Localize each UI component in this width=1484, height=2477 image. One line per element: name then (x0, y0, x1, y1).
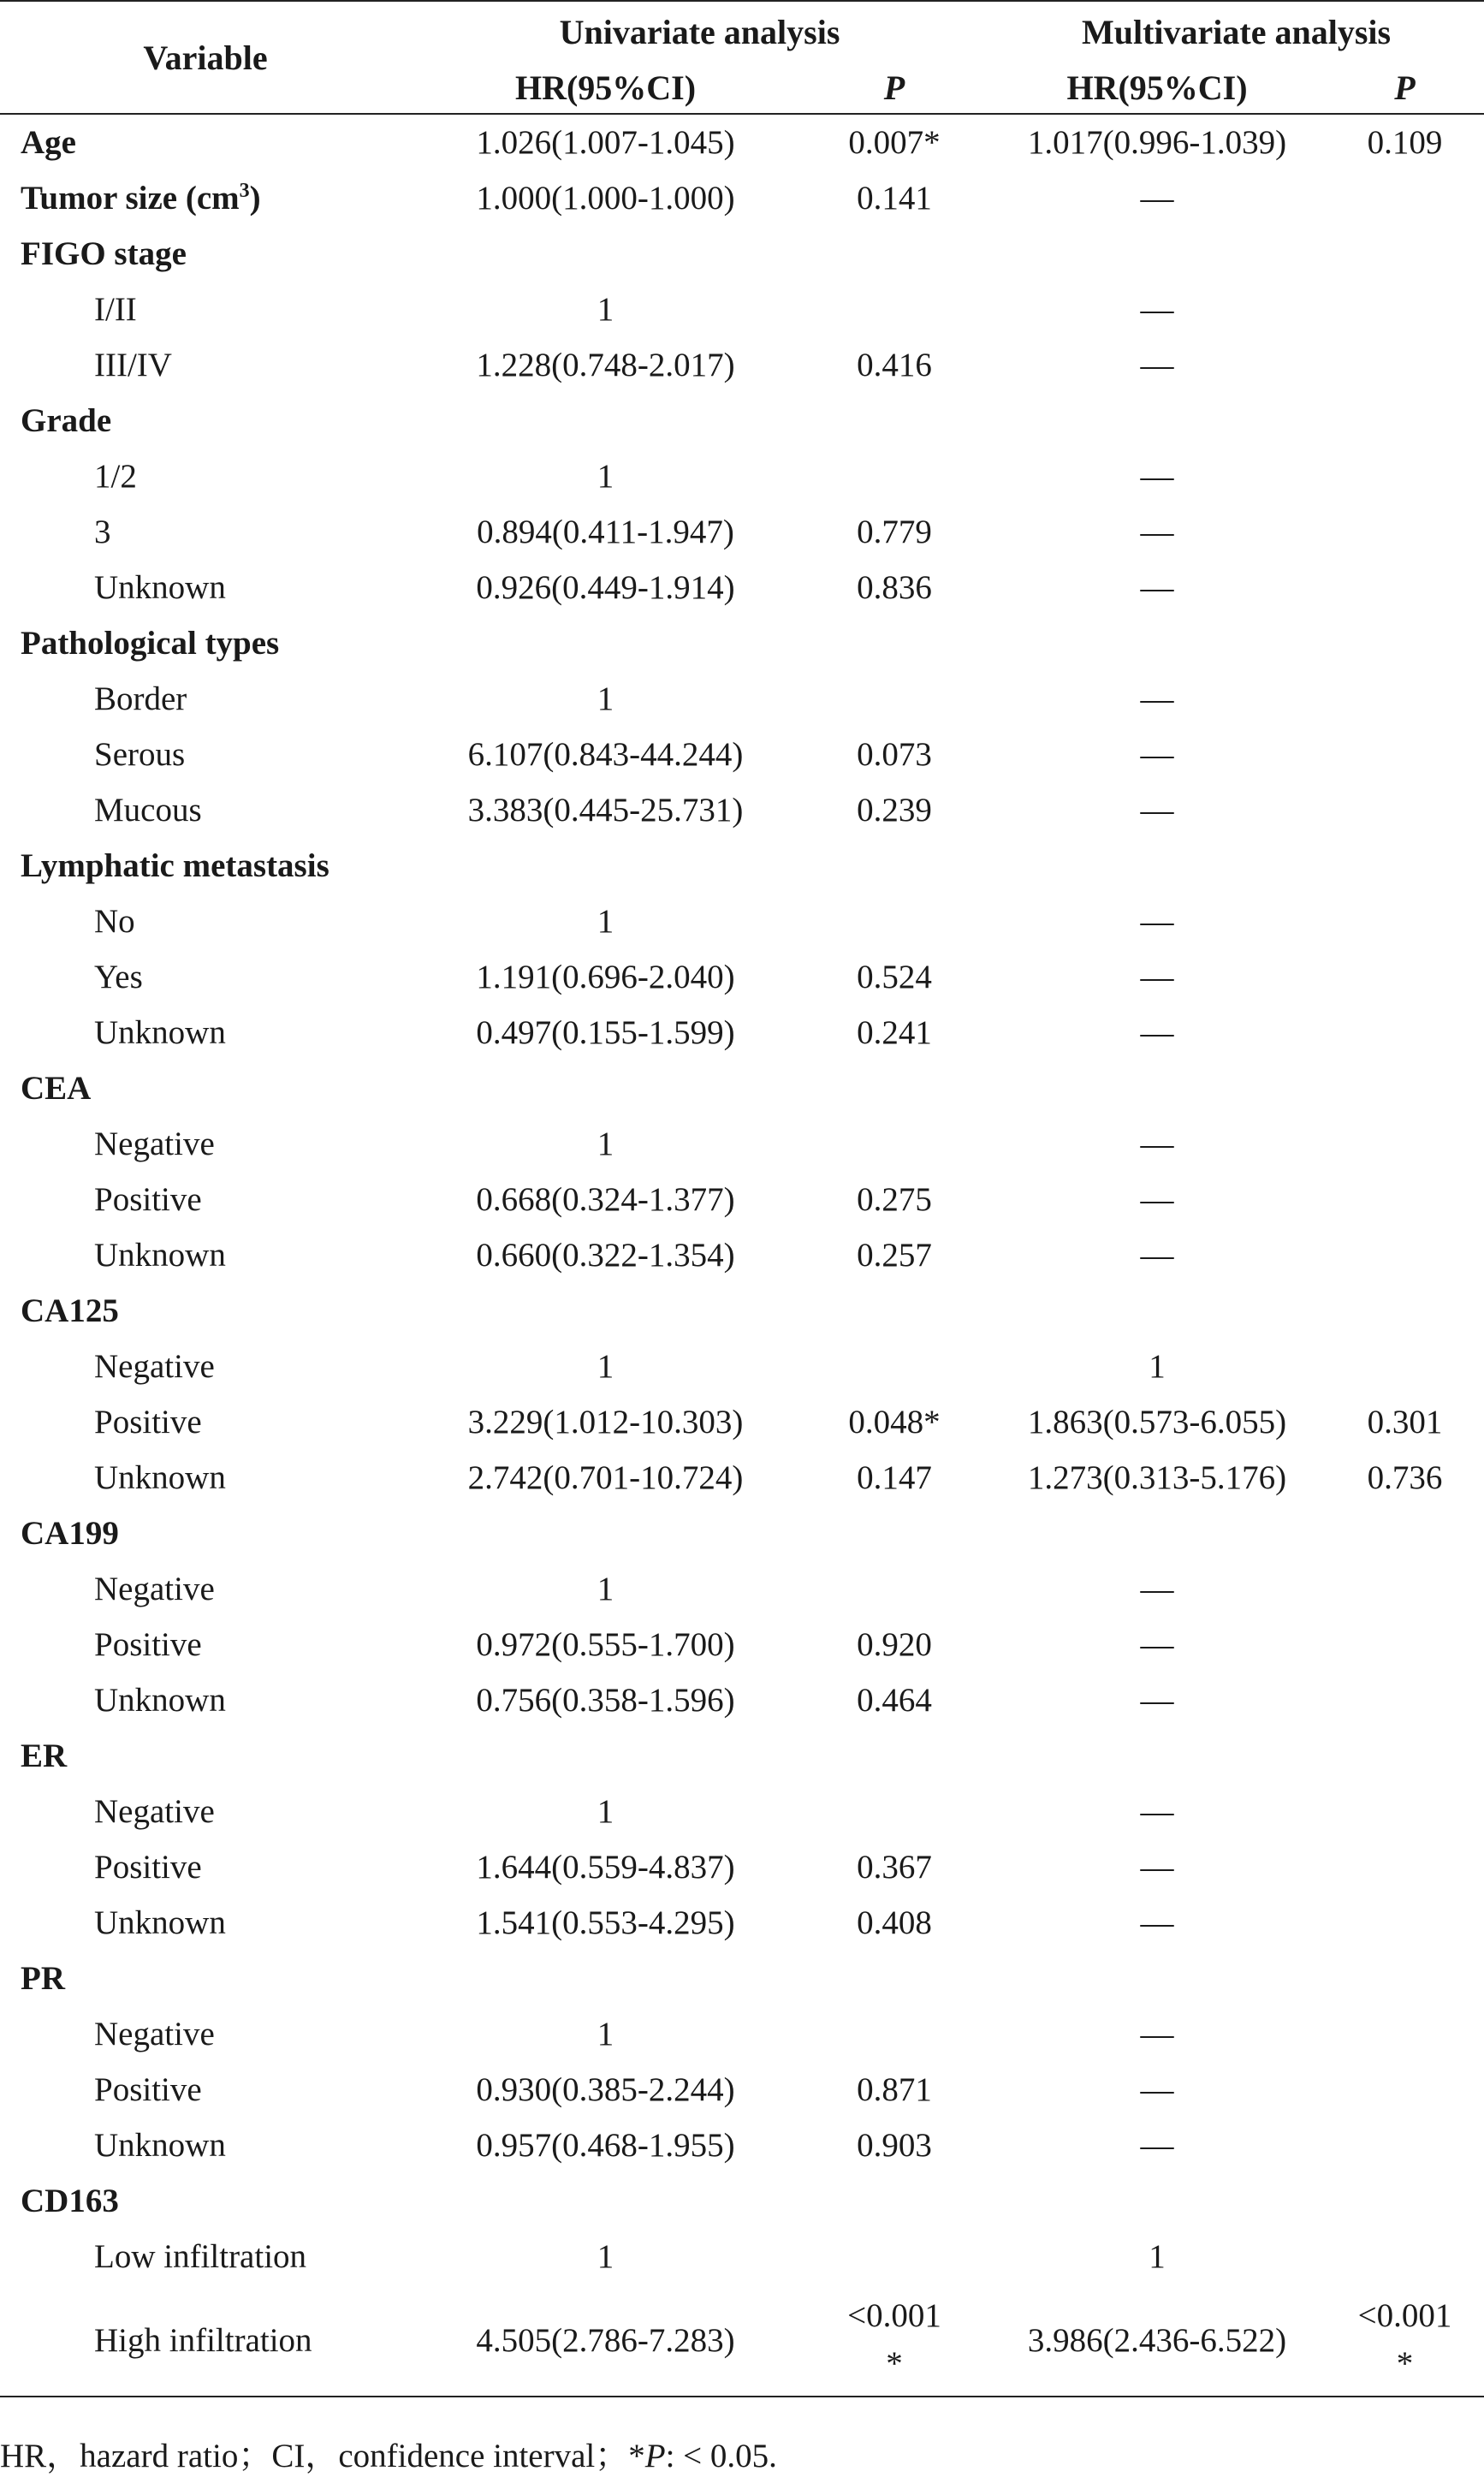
row-label: Positive (94, 1181, 202, 1218)
univariate-hr: 2.742(0.701-10.724) (467, 1459, 744, 1496)
multivariate-hr: — (1140, 458, 1174, 495)
univariate-p: 0.836 (857, 569, 932, 606)
univariate-hr: 0.957(0.468-1.955) (476, 2127, 735, 2164)
multivariate-hr: 1.017(0.996-1.039) (1027, 124, 1287, 161)
table-row-grade (0, 393, 1484, 448)
row-label: Negative (94, 1348, 215, 1385)
row-label: Border (94, 680, 187, 717)
univariate-p: 0.408 (857, 1904, 932, 1941)
table-row (0, 1116, 1484, 1172)
multivariate-hr: — (1140, 2071, 1174, 2108)
multivariate-hr: — (1140, 1626, 1174, 1663)
univariate-hr: 1.026(1.007-1.045) (476, 124, 735, 161)
table-row-figo-stage (0, 226, 1484, 282)
univariate-hr: 0.497(0.155-1.599) (476, 1014, 735, 1051)
multivariate-p (1326, 448, 1484, 504)
table-row (0, 2062, 1484, 2118)
multivariate-hr: — (1140, 1237, 1174, 1274)
univariate-p (800, 2006, 988, 2062)
multivariate-p (1326, 560, 1484, 615)
row-label: High infiltration (0, 2284, 411, 2397)
row-label: Mucous (94, 792, 202, 829)
multivariate-hr: 1.273(0.313-5.176) (1027, 1459, 1287, 1496)
univariate-hr: 4.505(2.786-7.283) (411, 2284, 800, 2397)
univariate-hr: 3.383(0.445-25.731) (467, 792, 744, 829)
univariate-p: 0.007* (848, 124, 941, 161)
multivariate-hr-header: HR(95%CI) (988, 62, 1326, 114)
row-label: Serous (94, 736, 186, 773)
multivariate-hr: — (1140, 2127, 1174, 2164)
multivariate-hr: — (1140, 1126, 1174, 1162)
multivariate-hr: — (1140, 680, 1174, 717)
univariate-hr: 1.000(1.000-1.000) (476, 180, 735, 217)
row-label: Positive (94, 1626, 202, 1663)
table-row (0, 671, 1484, 727)
univariate-p: 0.275 (857, 1181, 932, 1218)
multivariate-p (1326, 170, 1484, 226)
univariate-p: 0.048* (848, 1404, 941, 1440)
univariate-hr: 1 (597, 291, 614, 328)
table-row (0, 1450, 1484, 1506)
table-row (0, 1784, 1484, 1839)
table-row (0, 1672, 1484, 1728)
row-label: Positive (94, 2071, 202, 2108)
table-row (0, 1895, 1484, 1951)
row-label: Unknown (94, 1682, 226, 1719)
table-row (0, 1561, 1484, 1617)
multivariate-hr: — (1140, 959, 1174, 995)
univariate-p: 0.464 (857, 1682, 932, 1719)
univariate-p (800, 448, 988, 504)
univariate-p (800, 2229, 988, 2284)
univariate-p: 0.239 (857, 792, 932, 829)
table-row (0, 337, 1484, 393)
table-row (0, 504, 1484, 560)
univariate-hr: 0.930(0.385-2.244) (476, 2071, 735, 2108)
multivariate-hr: — (1140, 792, 1174, 829)
multivariate-p (1326, 337, 1484, 393)
row-label: Negative (94, 2016, 215, 2052)
univariate-hr: 1 (597, 458, 614, 495)
univariate-p (800, 1339, 988, 1394)
table-row (0, 894, 1484, 949)
univariate-p: 0.367 (857, 1849, 932, 1886)
univariate-hr: 0.894(0.411-1.947) (477, 514, 734, 550)
univariate-p (800, 282, 988, 337)
table-row-pathological-types (0, 615, 1484, 671)
univariate-hr: 0.660(0.322-1.354) (476, 1237, 735, 1274)
univariate-hr: 1.541(0.553-4.295) (476, 1904, 735, 1941)
multivariate-p: 0.736 (1367, 1459, 1443, 1496)
multivariate-p: 0.109 (1367, 124, 1443, 161)
multivariate-hr: — (1140, 1682, 1174, 1719)
multivariate-hr: — (1140, 1793, 1174, 1830)
multivariate-p (1326, 1339, 1484, 1394)
table-row (0, 2118, 1484, 2173)
multivariate-hr: — (1140, 1571, 1174, 1607)
table-row (0, 448, 1484, 504)
univariate-p: 0.073 (857, 736, 932, 773)
group-label: FIGO stage (21, 235, 187, 272)
multivariate-hr: — (1140, 180, 1174, 217)
multivariate-hr: — (1140, 569, 1174, 606)
multivariate-p (1326, 2062, 1484, 2118)
table-row-cd163 (0, 2173, 1484, 2229)
univariate-p (800, 1561, 988, 1617)
univariate-p: 0.141 (857, 180, 932, 217)
multivariate-p (1326, 1172, 1484, 1227)
multivariate-p (1326, 2118, 1484, 2173)
univariate-header: Univariate analysis (411, 1, 988, 62)
multivariate-p (1326, 1005, 1484, 1060)
multivariate-hr: — (1140, 1014, 1174, 1051)
univariate-p: 0.147 (857, 1459, 932, 1496)
table-row-lymphatic-metastasis (0, 838, 1484, 894)
multivariate-p (1326, 1839, 1484, 1895)
row-label: No (94, 903, 135, 940)
univariate-p: 0.920 (857, 1626, 932, 1663)
table-row (0, 1005, 1484, 1060)
univariate-hr: 1 (597, 903, 614, 940)
univariate-hr: 6.107(0.843-44.244) (467, 736, 744, 773)
table-row (0, 560, 1484, 615)
univariate-hr: 1 (597, 1571, 614, 1607)
multivariate-p-header: P (1326, 62, 1484, 114)
multivariate-p (1326, 1617, 1484, 1672)
group-label: CD163 (21, 2183, 119, 2219)
table-row-ca125 (0, 1283, 1484, 1339)
row-label: Negative (94, 1126, 215, 1162)
multivariate-p (1326, 2006, 1484, 2062)
univariate-hr-header: HR(95%CI) (411, 62, 800, 114)
univariate-hr: 1.191(0.696-2.040) (476, 959, 735, 995)
multivariate-hr: — (1140, 736, 1174, 773)
multivariate-header: Multivariate analysis (988, 1, 1484, 62)
univariate-hr: 1 (597, 1348, 614, 1385)
row-label: III/IV (94, 347, 172, 383)
multivariate-hr: 1.863(0.573-6.055) (1027, 1404, 1287, 1440)
multivariate-hr: — (1140, 347, 1174, 383)
table-row-age (0, 114, 1484, 170)
row-label: Low infiltration (94, 2238, 307, 2275)
header-row-1 (0, 1, 1484, 62)
row-label: Unknown (94, 1459, 226, 1496)
row-label: Unknown (94, 1237, 226, 1274)
row-label: Tumor size $(cm^3)$ (21, 180, 261, 217)
table-row-tumor-size (0, 170, 1484, 226)
univariate-p: 0.903 (857, 2127, 932, 2164)
group-label: Pathological types (21, 625, 280, 662)
univariate-hr: 1.228(0.748-2.017) (476, 347, 735, 383)
univariate-p: <0.001 * (800, 2284, 988, 2397)
row-label: Unknown (94, 569, 226, 606)
table-row (0, 1839, 1484, 1895)
multivariate-p (1326, 894, 1484, 949)
multivariate-p (1326, 671, 1484, 727)
multivariate-hr: 1 (1149, 2238, 1166, 2275)
univariate-p: 0.257 (857, 1237, 932, 1274)
multivariate-p (1326, 727, 1484, 782)
row-label: Negative (94, 1571, 215, 1607)
multivariate-p (1326, 2229, 1484, 2284)
multivariate-p (1326, 282, 1484, 337)
table-row (0, 727, 1484, 782)
group-label: CEA (21, 1070, 92, 1107)
table-row (0, 949, 1484, 1005)
univariate-p: 0.779 (857, 514, 932, 550)
row-label: Age (21, 124, 76, 161)
univariate-hr: 1 (597, 1793, 614, 1830)
univariate-p-header: P (800, 62, 988, 114)
table-footnote: HR，hazard ratio；CI，confidence interval；*P: < 0.05. (0, 2438, 777, 2474)
univariate-hr: 1 (597, 1126, 614, 1162)
multivariate-p (1326, 1116, 1484, 1172)
group-label: Lymphatic metastasis (21, 847, 329, 884)
multivariate-hr: — (1140, 514, 1174, 550)
variable-header: Variable (0, 1, 411, 114)
group-label: Grade (21, 402, 112, 439)
multivariate-p: 0.301 (1367, 1404, 1443, 1440)
multivariate-hr: — (1140, 2016, 1174, 2052)
multivariate-hr: — (1140, 291, 1174, 328)
univariate-p: 0.416 (857, 347, 932, 383)
table-row (0, 1339, 1484, 1394)
table-row (0, 1394, 1484, 1450)
multivariate-p (1326, 1227, 1484, 1283)
multivariate-hr: — (1140, 903, 1174, 940)
row-label: Yes (94, 959, 143, 995)
univariate-p (800, 1116, 988, 1172)
group-label: CA125 (21, 1292, 119, 1329)
univariate-hr: 0.926(0.449-1.914) (476, 569, 735, 606)
table-row-er (0, 1728, 1484, 1784)
group-label: PR (21, 1960, 65, 1997)
univariate-hr: 3.229(1.012-10.303) (467, 1404, 744, 1440)
multivariate-p (1326, 1561, 1484, 1617)
univariate-hr: 1 (597, 2016, 614, 2052)
multivariate-hr: — (1140, 1904, 1174, 1941)
table-row-pr (0, 1951, 1484, 2006)
multivariate-p (1326, 504, 1484, 560)
table-row-ca199 (0, 1506, 1484, 1561)
group-label: ER (21, 1737, 68, 1774)
row-label: Positive (94, 1404, 202, 1440)
table-row (0, 782, 1484, 838)
univariate-p: 0.871 (857, 2071, 932, 2108)
univariate-hr: 0.756(0.358-1.596) (476, 1682, 735, 1719)
group-label: CA199 (21, 1515, 119, 1552)
row-label: Unknown (94, 1014, 226, 1051)
univariate-p: 0.241 (857, 1014, 932, 1051)
multivariate-hr: 3.986(2.436-6.522) (988, 2284, 1326, 2397)
table-row (0, 282, 1484, 337)
univariate-hr: 1.644(0.559-4.837) (476, 1849, 735, 1886)
univariate-p (800, 1784, 988, 1839)
table-row (0, 1227, 1484, 1283)
multivariate-p (1326, 1672, 1484, 1728)
row-label: Unknown (94, 2127, 226, 2164)
multivariate-hr: 1 (1149, 1348, 1166, 1385)
row-label: Negative (94, 1793, 215, 1830)
multivariate-p: <0.001 * (1326, 2284, 1484, 2397)
univariate-p: 0.524 (857, 959, 932, 995)
table-row (0, 2006, 1484, 2062)
multivariate-hr: — (1140, 1181, 1174, 1218)
multivariate-p (1326, 782, 1484, 838)
row-label: Unknown (94, 1904, 226, 1941)
univariate-hr: 1 (597, 2238, 614, 2275)
multivariate-p (1326, 1895, 1484, 1951)
table-row (0, 2229, 1484, 2284)
univariate-p (800, 894, 988, 949)
row-label: 1/2 (94, 458, 137, 495)
univariate-hr: 1 (597, 680, 614, 717)
multivariate-p (1326, 1784, 1484, 1839)
multivariate-p (1326, 949, 1484, 1005)
univariate-hr: 0.972(0.555-1.700) (476, 1626, 735, 1663)
row-label: 3 (94, 514, 111, 550)
row-label: Positive (94, 1849, 202, 1886)
univariate-hr: 0.668(0.324-1.377) (476, 1181, 735, 1218)
multivariate-hr: — (1140, 1849, 1174, 1886)
table-row (0, 1172, 1484, 1227)
table-row-cea (0, 1060, 1484, 1116)
table-row (0, 1617, 1484, 1672)
univariate-p (800, 671, 988, 727)
row-label: I/II (94, 291, 137, 328)
table-row (0, 2284, 1484, 2397)
